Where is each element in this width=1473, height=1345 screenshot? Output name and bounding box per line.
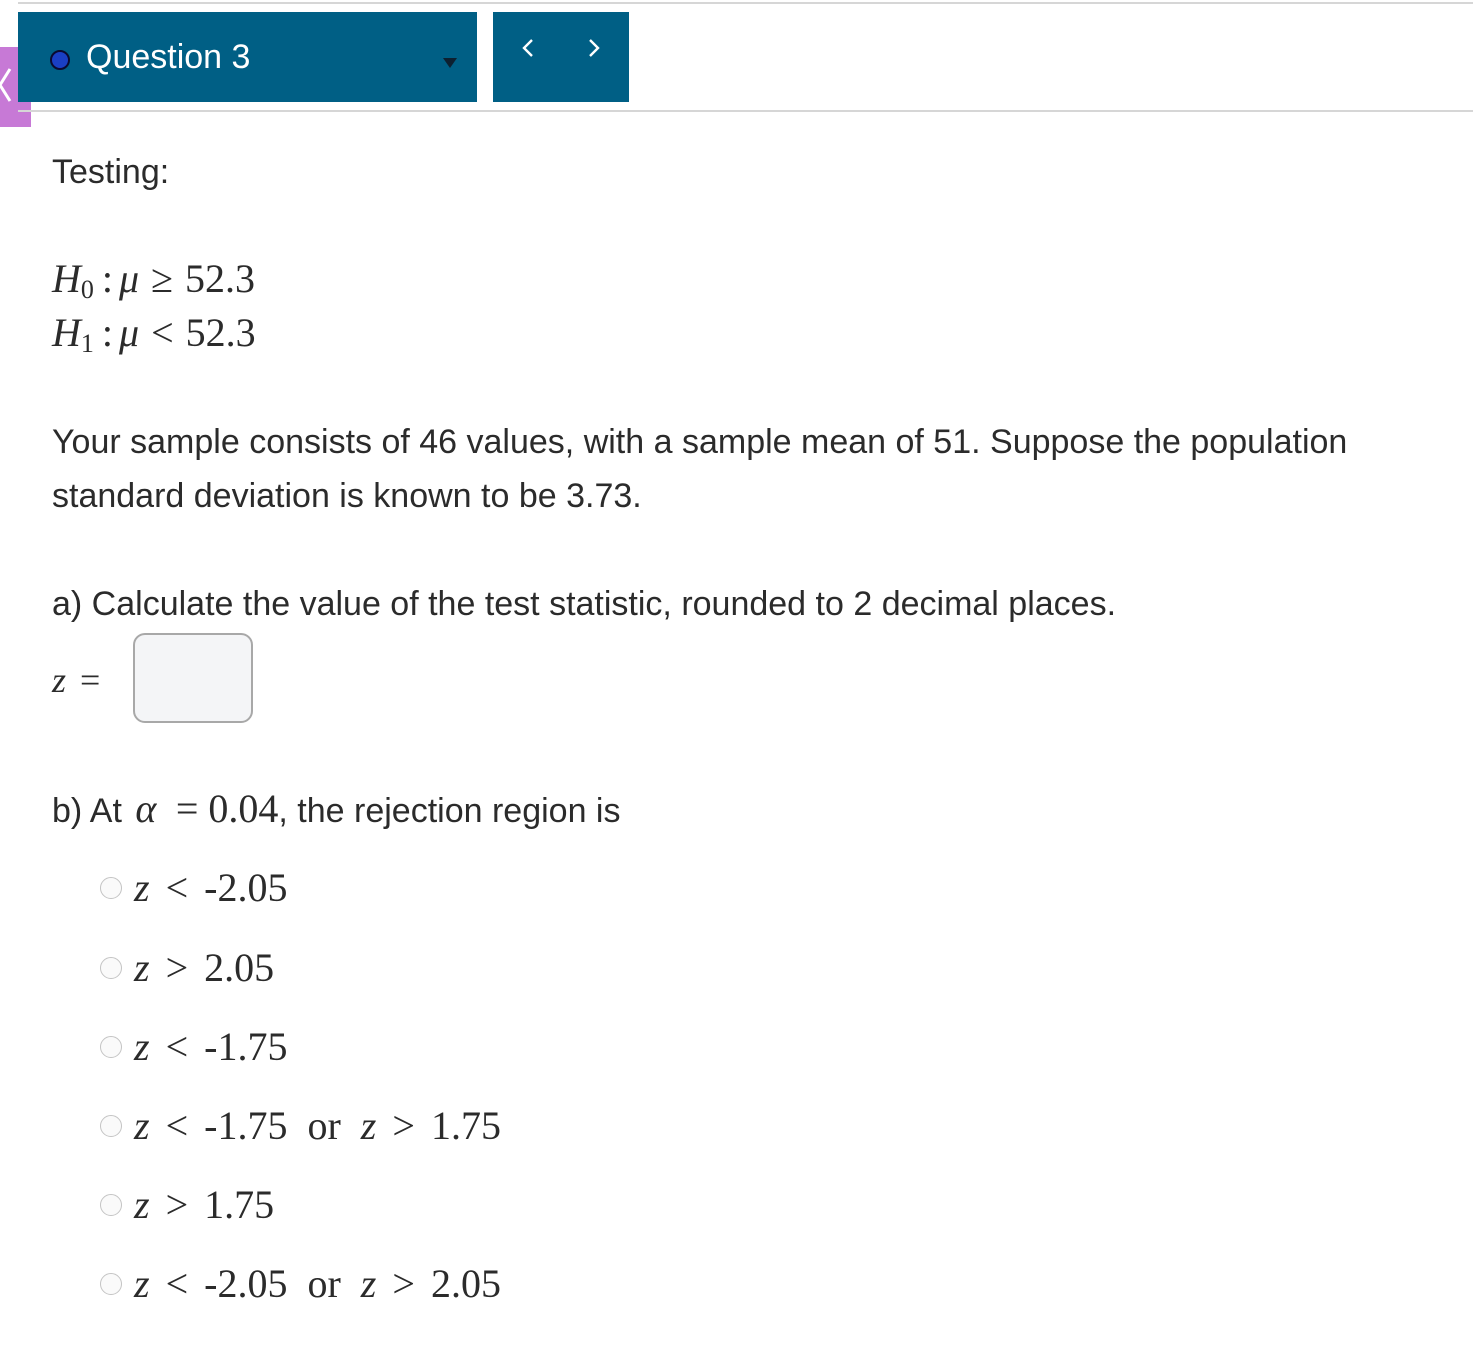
option-label: z < -1.75 [134, 1024, 288, 1069]
top-divider [18, 2, 1473, 4]
null-hypothesis: $H_0$ : μ ≥ 52.3 [52, 256, 256, 304]
option-label: z > 1.75 [134, 1182, 275, 1227]
testing-label: Testing: [52, 153, 170, 191]
option-label: z < -1.75 or z > 1.75 [134, 1103, 501, 1148]
prev-question-button[interactable] [516, 34, 540, 62]
option-label: z < -2.05 or z > 2.05 [134, 1261, 501, 1306]
radio-button[interactable] [100, 957, 122, 979]
header-divider [18, 110, 1473, 112]
option-label: z < -2.05 [134, 865, 288, 910]
chevron-left-icon [520, 36, 536, 60]
test-statistic-input[interactable] [133, 633, 253, 723]
problem-text-line-1: Your sample consists of 46 values, with a sample mean of 51. Suppose the population [52, 423, 1348, 461]
radio-button[interactable] [100, 1036, 122, 1058]
part-a-prompt: a) Calculate the value of the test statistic, rounded to 2 decimal places. [52, 585, 1117, 623]
problem-text-line-2: standard deviation is known to be 3.73. [52, 477, 642, 515]
alternative-hypothesis: $H_1$ : μ < 52.3 [52, 310, 256, 358]
radio-button[interactable] [100, 1273, 122, 1295]
chevron-right-icon [586, 36, 602, 60]
radio-button[interactable] [100, 1194, 122, 1216]
radio-button[interactable] [100, 1115, 122, 1137]
question-label: Question 3 [86, 38, 251, 76]
option-label: z > 2.05 [134, 945, 275, 990]
part-b-prompt: b) At α = 0.04, the rejection region is [52, 786, 621, 831]
question-nav [493, 12, 629, 102]
question-selector[interactable] [18, 12, 477, 102]
next-question-button[interactable] [582, 34, 606, 62]
caret-down-icon [443, 58, 457, 68]
z-equals-label: z = [52, 660, 101, 700]
chevron-left-icon [0, 67, 12, 103]
radio-button[interactable] [100, 877, 122, 899]
status-dot-icon [50, 50, 70, 70]
